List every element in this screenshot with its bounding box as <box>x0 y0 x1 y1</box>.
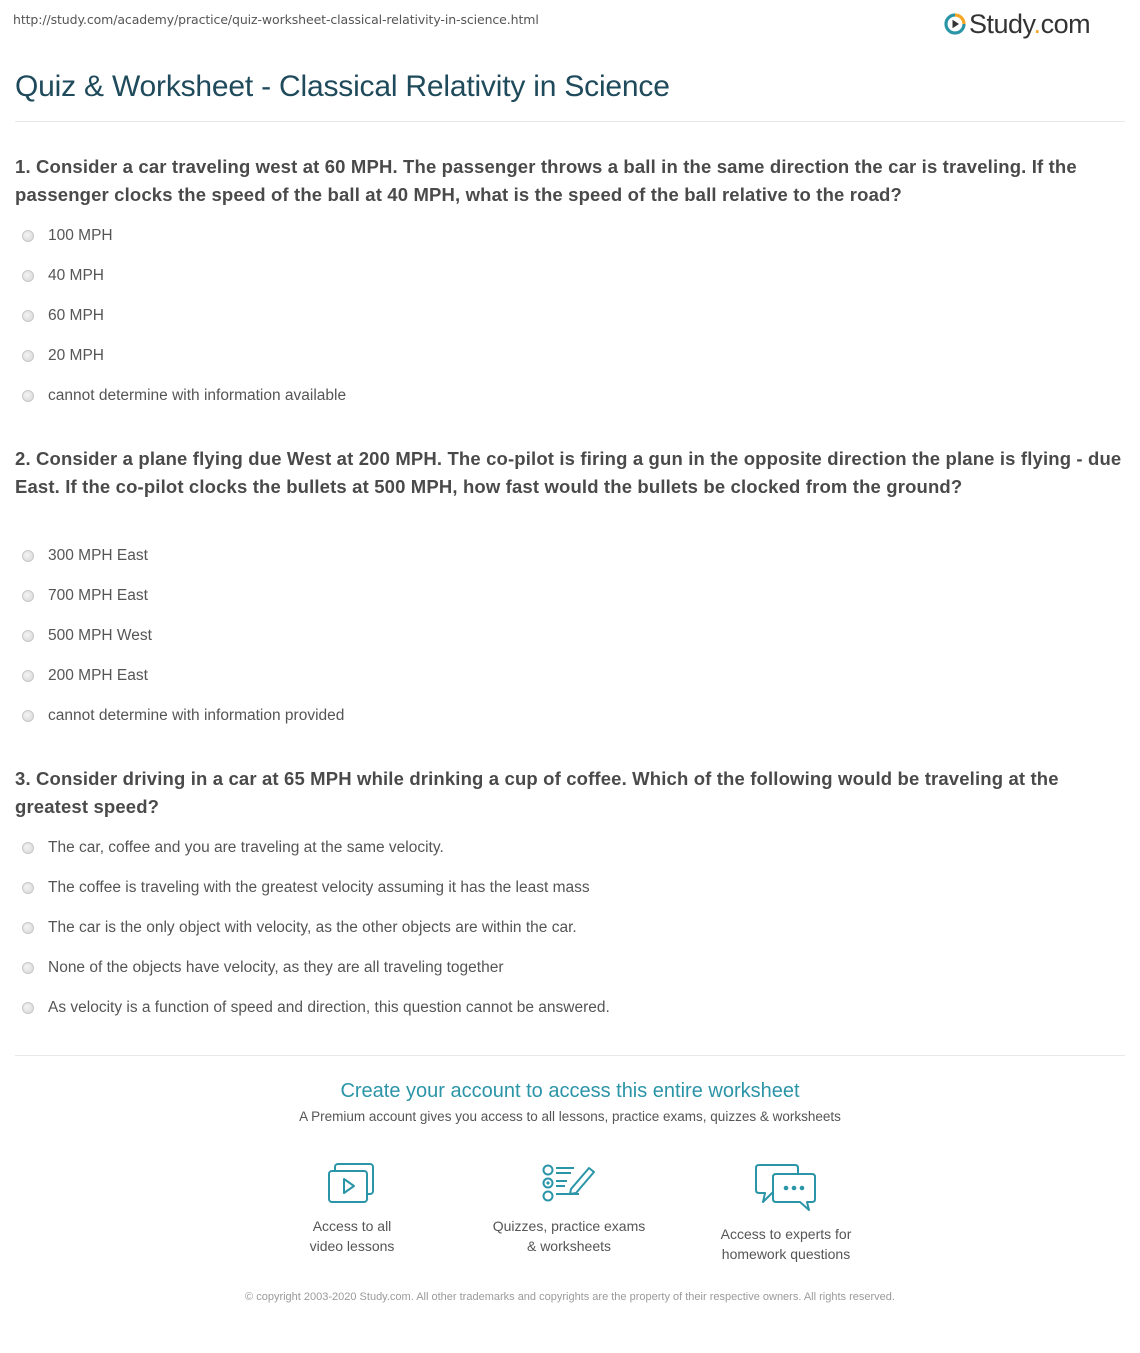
option-label: cannot determine with information provided <box>48 707 345 724</box>
question-3-options <box>22 828 610 1028</box>
answer-option[interactable] <box>22 696 344 736</box>
option-label: The car is the only object with velocity, as the other objects are within the car. <box>48 919 577 936</box>
answer-option[interactable] <box>22 656 344 696</box>
logo-tld: com <box>1040 9 1091 39</box>
answer-option[interactable] <box>22 988 610 1028</box>
answer-option[interactable] <box>22 256 346 296</box>
radio-button-icon[interactable] <box>22 310 34 322</box>
chat-bubbles-icon <box>754 1162 818 1212</box>
feature-label-line1: Quizzes, practice exams <box>492 1218 646 1234</box>
logo-dot: . <box>1033 9 1041 39</box>
title-divider <box>15 121 1125 122</box>
radio-button-icon[interactable] <box>22 350 34 362</box>
answer-option[interactable] <box>22 908 610 948</box>
radio-button-icon[interactable] <box>22 882 34 894</box>
option-label: 100 MPH <box>48 227 113 244</box>
radio-button-icon[interactable] <box>22 670 34 682</box>
radio-button-icon[interactable] <box>22 922 34 934</box>
radio-button-icon[interactable] <box>22 842 34 854</box>
answer-option[interactable] <box>22 828 610 868</box>
option-label: 300 MPH East <box>48 547 148 564</box>
option-label: 60 MPH <box>48 307 104 324</box>
answer-option[interactable] <box>22 576 344 616</box>
answer-option[interactable] <box>22 336 346 376</box>
copyright-notice: © copyright 2003-2020 Study.com. All other trademarks and copyrights are the property of their respective owners. All rights reserved. <box>245 1291 895 1303</box>
radio-button-icon[interactable] <box>22 962 34 974</box>
answer-option[interactable] <box>22 536 344 576</box>
create-account-link[interactable]: Create your account to access this entire worksheet <box>340 1080 800 1102</box>
radio-button-icon[interactable] <box>22 1002 34 1014</box>
page-title: Quiz & Worksheet - Classical Relativity in Science <box>15 70 670 103</box>
quiz-checklist-icon <box>541 1162 597 1204</box>
radio-button-icon[interactable] <box>22 590 34 602</box>
question-3-text: 3. Consider driving in a car at 65 MPH while drinking a cup of coffee. Which of the following would be traveling at the greatest speed? <box>15 768 1059 817</box>
option-label: 40 MPH <box>48 267 104 284</box>
answer-option[interactable] <box>22 376 346 416</box>
study-logo[interactable] <box>944 8 1090 40</box>
radio-button-icon[interactable] <box>22 550 34 562</box>
option-label: 20 MPH <box>48 347 104 364</box>
option-label: cannot determine with information available <box>48 387 347 404</box>
radio-button-icon[interactable] <box>22 630 34 642</box>
video-lessons-icon <box>326 1162 378 1204</box>
answer-option[interactable] <box>22 296 346 336</box>
feature-video-lessons <box>252 1162 452 1256</box>
radio-button-icon[interactable] <box>22 710 34 722</box>
feature-label-line1: Access to all <box>312 1218 392 1234</box>
premium-description: A Premium account gives you access to all lessons, practice exams, quizzes & worksheets <box>299 1109 841 1124</box>
answer-option[interactable] <box>22 616 344 656</box>
radio-button-icon[interactable] <box>22 230 34 242</box>
option-label: The coffee is traveling with the greatest velocity assuming it has the least mass <box>48 879 590 896</box>
cta-divider <box>15 1055 1125 1056</box>
question-1-options <box>22 216 346 416</box>
feature-label-line1: Access to experts for <box>720 1226 852 1242</box>
option-label: The car, coffee and you are traveling at the same velocity. <box>48 839 444 856</box>
study-logo-icon <box>944 13 966 35</box>
logo-brand: Study <box>969 9 1034 39</box>
answer-option[interactable] <box>22 868 610 908</box>
feature-label-line2: video lessons <box>309 1238 395 1254</box>
option-label: None of the objects have velocity, as they are all traveling together <box>48 959 504 976</box>
answer-option[interactable] <box>22 216 346 256</box>
feature-label-line2: homework questions <box>721 1246 851 1262</box>
radio-button-icon[interactable] <box>22 390 34 402</box>
question-2-options <box>22 536 344 736</box>
question-2-text: 2. Consider a plane flying due West at 200 MPH. The co-pilot is firing a gun in the opposite direction the plane is flying - due East. If the co-pilot clocks the bullets at 500 MPH, how fast would the bullets be clocked from the ground? <box>15 448 1122 497</box>
option-label: 200 MPH East <box>48 667 148 684</box>
option-label: 500 MPH West <box>48 627 152 644</box>
feature-quizzes <box>469 1162 669 1256</box>
option-label: As velocity is a function of speed and direction, this question cannot be answered. <box>48 999 610 1016</box>
feature-experts <box>686 1162 886 1264</box>
page-url: http://study.com/academy/practice/quiz-worksheet-classical-relativity-in-science.html <box>13 12 539 27</box>
feature-label-line2: & worksheets <box>526 1238 612 1254</box>
radio-button-icon[interactable] <box>22 270 34 282</box>
option-label: 700 MPH East <box>48 587 148 604</box>
answer-option[interactable] <box>22 948 610 988</box>
question-1-text: 1. Consider a car traveling west at 60 MPH. The passenger throws a ball in the same direction the car is traveling. If the passenger clocks the speed of the ball at 40 MPH, what is the speed of the ball relative to the road? <box>15 156 1077 205</box>
